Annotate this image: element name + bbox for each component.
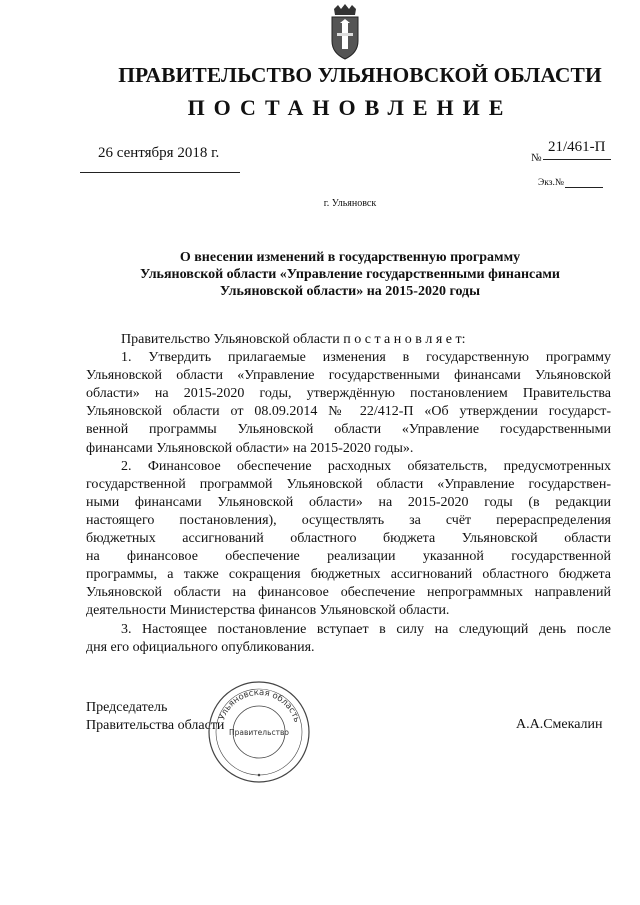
body-line: Ульяновской области от 08.09.2014 № 22/412-П «Об утверждении государст-	[86, 404, 611, 420]
number-underline	[543, 159, 611, 160]
date-underline	[80, 172, 240, 173]
copy-number-label: Экз.№	[538, 178, 564, 188]
body-line: финансами Ульяновской области» на 2015-2020 годы».	[86, 440, 414, 456]
title-line: Ульяновской области «Управление государственными финансами	[140, 267, 560, 282]
signer-name: А.А.Смекалин	[516, 717, 603, 732]
document-date: 26 сентября 2018 г.	[98, 145, 220, 161]
body-line: области» на 2015-2020 годы, утверждённую постановлением Правительства	[86, 386, 611, 402]
official-seal	[206, 679, 312, 785]
city: г. Ульяновск	[323, 198, 377, 209]
body-line: 3. Настоящее постановление вступает в силу на следующий день после	[121, 621, 611, 637]
document-number: 21/461-П	[548, 139, 606, 155]
body-line: дня его официального опубликования.	[86, 639, 315, 655]
signer-position	[86, 699, 224, 735]
body-line: настоящего постановления), осуществлять за счёт перераспределения	[86, 512, 611, 528]
title-line: О внесении изменений в государственную программу	[179, 250, 521, 265]
body-line: венной программы Ульяновской области «Управление государственными	[86, 422, 611, 438]
body-line: государственной программой Ульяновской области «Управление государствен-	[86, 476, 611, 492]
body-line: деятельности Министерства финансов Ульяновской области.	[86, 603, 450, 619]
svg-text:Ульяновская область: Ульяновская область	[217, 687, 302, 724]
body-line: Ульяновской области «Управление государственными финансами Ульяновской	[86, 368, 611, 384]
body-line: бюджетных ассигнований областного бюджета Ульяновской области	[86, 531, 611, 547]
coat-of-arms-icon	[328, 3, 362, 61]
copy-number-underline	[565, 187, 603, 188]
body-line: программы, а также сокращения бюджетных ассигнований областного бюджета	[86, 567, 611, 583]
document-type: ПОСТАНОВЛЕНИЕ	[187, 95, 513, 120]
government-name: ПРАВИТЕЛЬСТВО УЛЬЯНОВСКОЙ ОБЛАСТИ	[118, 63, 602, 87]
title-line: Ульяновской области» на 2015-2020 годы	[219, 284, 481, 299]
body-line: Ульяновской области на финансовое обеспечение непрограммных направлений	[86, 585, 611, 601]
body-line: 2. Финансовое обеспечение расходных обязательств, предусмотренных	[121, 458, 611, 474]
svg-text:Правительство: Правительство	[229, 728, 289, 737]
body-line: Правительство Ульяновской области п о с т а н о в л я е т:	[121, 332, 466, 347]
body-line: на финансовое обеспечение реализации указанной государственной	[86, 549, 611, 565]
body-line: ными финансами Ульяновской области» на 2015-2020 годы (в редакции	[86, 494, 611, 510]
body-line: 1. Утвердить прилагаемые изменения в государственную программу	[121, 350, 611, 366]
document-title	[80, 249, 620, 300]
number-prefix: №	[531, 152, 542, 164]
document-body	[86, 331, 611, 657]
signer-position-line: Председатель	[86, 700, 168, 715]
signer-position-line: Правительства области	[86, 718, 225, 733]
